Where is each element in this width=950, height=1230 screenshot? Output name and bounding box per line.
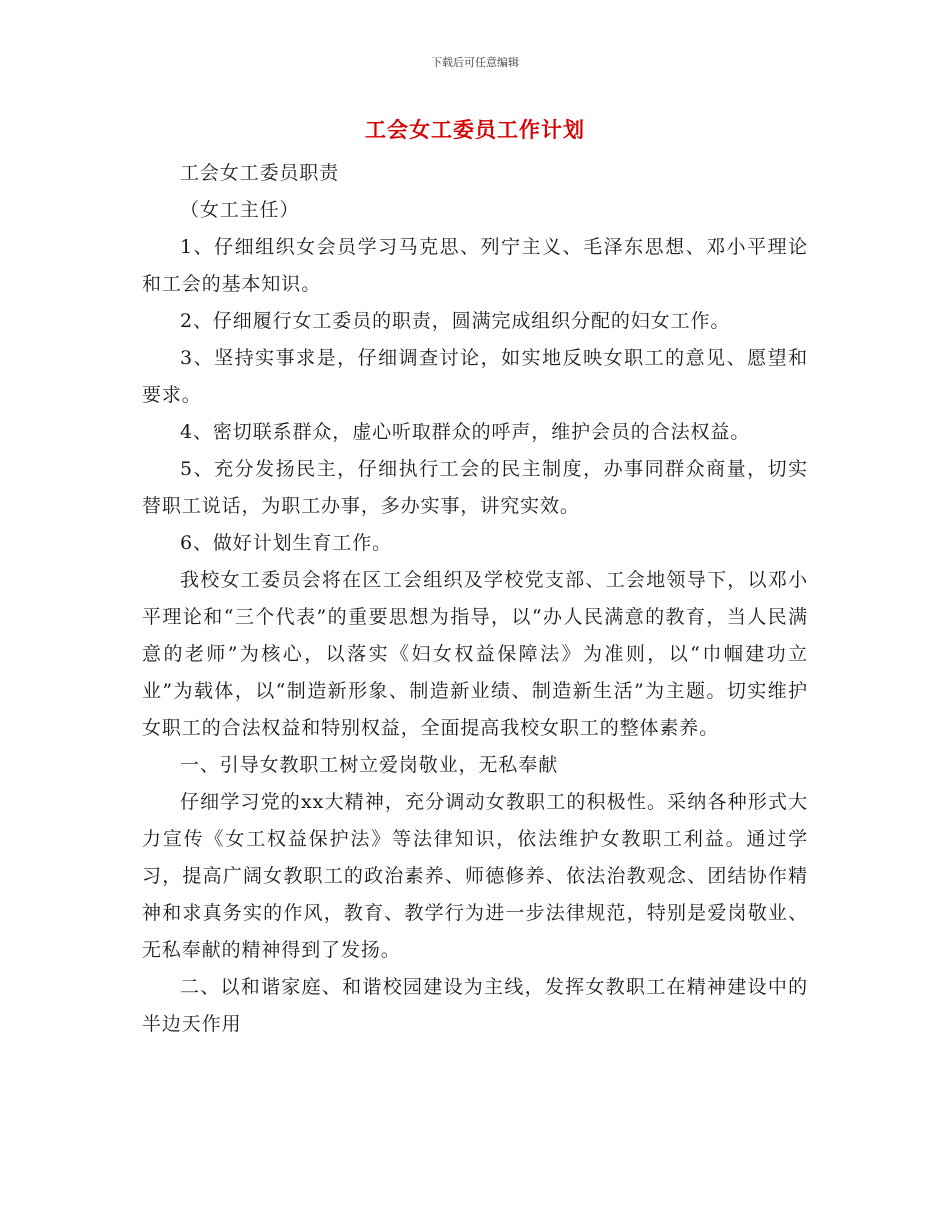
download-note: 下载后可任意编辑 [431,56,519,69]
paragraph-duties-heading: 工会女工委员职责 [180,162,340,184]
paragraph-item-4: 4、密切联系群众，虚心听取群众的呼声，维护会员的合法权益。 [180,421,751,443]
paragraph-item-6: 6、做好计划生育工作。 [180,532,392,554]
paragraph-item-5: 5、充分发扬民主，仔细执行工会的民主制度，办事同群众商量，切实替职工说话，为职工办事，多办实事，讲究实效。 [142,458,808,517]
paragraph-intro: 我校女工委员会将在区工会组织及学校党支部、工会地领导下，以邓小平理论和“三个代表”的重要思想为指导，以“办人民满意的教育，当人民满意的老师”为核心，以落实《妇女权益保障法》为准则，以“巾帼建功立业”为载体，以“制造新形象、制造新业绩、制造新生活”为主题。切实维护女职工的合法权益和特别权益，全面提高我校女职工的整体素养。 [142,569,808,739]
paragraph-item-1: 1、仔细组织女会员学习马克思、列宁主义、毛泽东思想、邓小平理论和工会的基本知识。 [142,236,808,295]
paragraph-section-1: 仔细学习党的xx大精神，充分调动女教职工的积极性。采纳各种形式大力宣传《女工权益保护法》等法律知识，依法维护女教职工利益。通过学习，提高广阔女教职工的政治素养、师德修养、依法治教观念、团结协作精神和求真务实的作风，教育、教学行为进一步法律规范，特别是爱岗敬业、无私奉献的精神得到了发扬。 [142,791,808,961]
paragraph-subtitle: （女工主任） [180,199,300,221]
document-title: 工会女工委员工作计划 [365,118,585,142]
section-heading-1: 一、引导女教职工树立爱岗敬业，无私奉献 [180,754,559,776]
paragraph-item-3: 3、坚持实事求是，仔细调查讨论，如实地反映女职工的意见、愿望和要求。 [142,347,808,406]
paragraph-item-2: 2、仔细履行女工委员的职责，圆满完成组织分配的妇女工作。 [180,310,731,332]
section-heading-2: 二、以和谐家庭、和谐校园建设为主线，发挥女教职工在精神建设中的半边天作用 [142,976,808,1035]
document-body [142,155,808,1043]
